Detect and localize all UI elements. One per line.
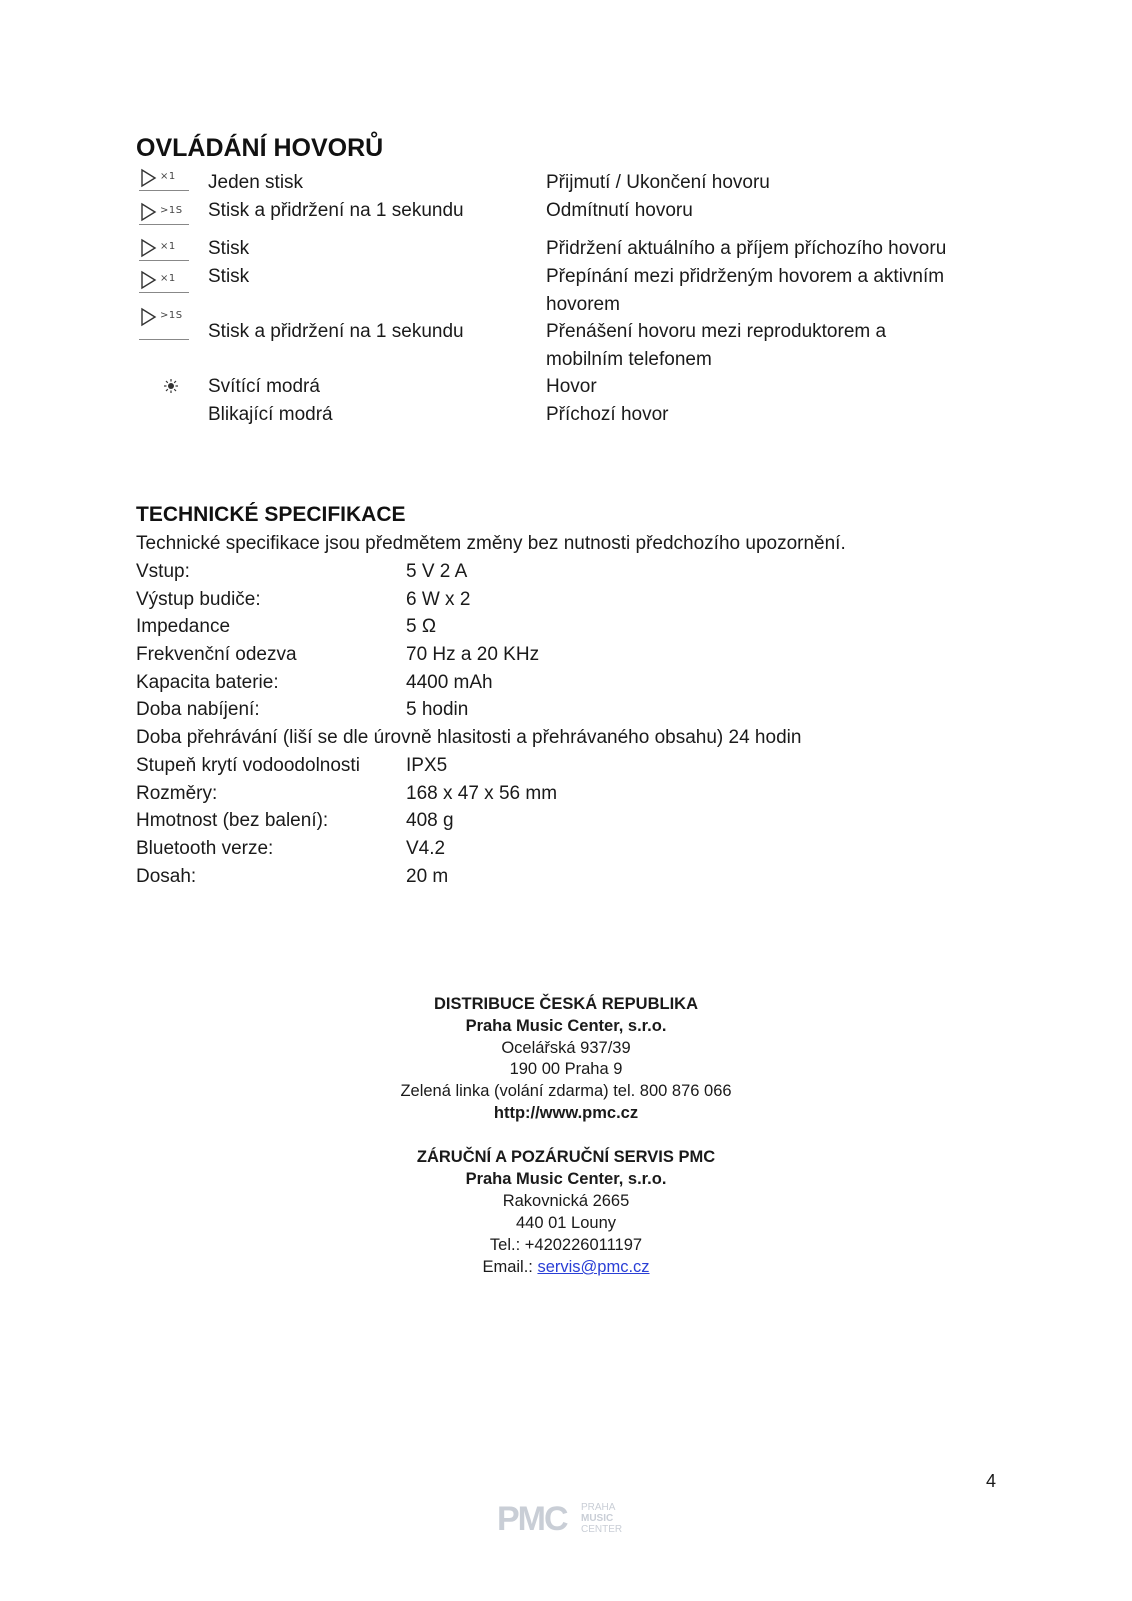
spec-label: Rozměry:	[136, 783, 218, 804]
call-result-cont: mobilním telefonem	[546, 349, 712, 370]
spec-label: Kapacita baterie:	[136, 672, 279, 693]
spec-value: 168 x 47 x 56 mm	[406, 783, 558, 804]
press-hold-icon: >1S	[139, 307, 189, 331]
call-action: Stisk	[208, 266, 250, 287]
call-result: Přepínání mezi přidrženým hovorem a aktivním	[546, 266, 945, 287]
service-email-link[interactable]: servis@pmc.cz	[537, 1258, 650, 1276]
section-title-call-control: OVLÁDÁNÍ HOVORŮ	[136, 134, 384, 162]
call-action: Stisk a přidržení na 1 sekundu	[208, 321, 464, 342]
call-action: Stisk a přidržení na 1 sekundu	[208, 200, 464, 221]
spec-value: V4.2	[406, 838, 446, 859]
distribution-web: http://www.pmc.cz	[493, 1104, 639, 1122]
pmc-logo-sub2: MUSIC	[581, 1513, 614, 1524]
pmc-logo-sub1: PRAHA	[581, 1502, 616, 1513]
spec-playback: Doba přehrávání (liší se dle úrovně hlasitosti a přehrávaného obsahu) 24 hodin	[136, 727, 802, 748]
spec-value: 5 V 2 A	[406, 561, 468, 582]
spec-label: Bluetooth verze:	[136, 838, 274, 859]
spec-label: Hmotnost (bez balení):	[136, 810, 329, 831]
service-street: Rakovnická 2665	[502, 1192, 630, 1210]
spec-value: IPX5	[406, 755, 448, 776]
spec-value: 20 m	[406, 866, 449, 887]
distribution-hotline: Zelená linka (volání zdarma) tel. 800 876 066	[400, 1082, 732, 1100]
distribution-city: 190 00 Praha 9	[509, 1060, 623, 1078]
pmc-logo-mark: PMC	[497, 1500, 567, 1538]
call-result: Přijmutí / Ukončení hovoru	[546, 172, 770, 193]
pmc-logo-sub3: CENTER	[581, 1524, 623, 1535]
led-light-icon	[164, 379, 178, 393]
spec-value: 70 Hz a 20 KHz	[406, 644, 540, 665]
spec-label: Frekvenční odezva	[136, 644, 297, 665]
distribution-company: Praha Music Center, s.r.o.	[465, 1017, 667, 1035]
spec-label: Vstup:	[136, 561, 190, 582]
spec-label: Stupeň krytí vodoodolnosti	[136, 755, 360, 776]
service-email-label: Email.:	[482, 1258, 538, 1276]
press-hold-icon: >1S	[139, 202, 189, 226]
press-once-icon: ×1	[139, 270, 189, 294]
distribution-street: Ocelářská 937/39	[501, 1039, 631, 1057]
spec-label: Dosah:	[136, 866, 197, 887]
spec-value: 4400 mAh	[406, 672, 493, 693]
distribution-heading: DISTRIBUCE ČESKÁ REPUBLIKA	[433, 995, 699, 1013]
press-once-icon: ×1	[139, 238, 189, 262]
spec-value: 5 Ω	[406, 616, 437, 637]
service-city: 440 01 Louny	[515, 1214, 616, 1232]
call-result: Přenášení hovoru mezi reproduktorem a	[546, 321, 887, 342]
service-phone: Tel.: +420226011197	[489, 1236, 643, 1254]
call-result-cont: hovorem	[546, 294, 620, 315]
service-email-line	[0, 1257, 1132, 1278]
specs-note: Technické specifikace jsou předmětem změny bez nutnosti předchozího upozornění.	[136, 533, 846, 554]
led-state: Blikající modrá	[208, 404, 333, 425]
led-state: Svítící modrá	[208, 376, 320, 397]
spec-label: Impedance	[136, 616, 231, 637]
section-title-specs: TECHNICKÉ SPECIFIKACE	[136, 503, 406, 526]
spec-value: 5 hodin	[406, 699, 469, 720]
call-action: Stisk	[208, 238, 250, 259]
spec-label: Výstup budiče:	[136, 589, 261, 610]
page-number: 4	[986, 1471, 997, 1491]
spec-label: Doba nabíjení:	[136, 699, 260, 720]
call-result: Přidržení aktuálního a příjem příchozího hovoru	[546, 238, 947, 259]
press-once-icon: ×1	[139, 168, 189, 192]
call-result: Odmítnutí hovoru	[546, 200, 693, 221]
led-meaning: Hovor	[546, 376, 597, 397]
service-company: Praha Music Center, s.r.o.	[465, 1170, 667, 1188]
spec-value: 408 g	[406, 810, 454, 831]
pmc-logo	[497, 1501, 637, 1537]
service-heading: ZÁRUČNÍ A POZÁRUČNÍ SERVIS PMC	[416, 1148, 716, 1166]
led-meaning: Příchozí hovor	[546, 404, 669, 425]
spec-value: 6 W x 2	[406, 589, 471, 610]
call-action: Jeden stisk	[208, 172, 304, 193]
